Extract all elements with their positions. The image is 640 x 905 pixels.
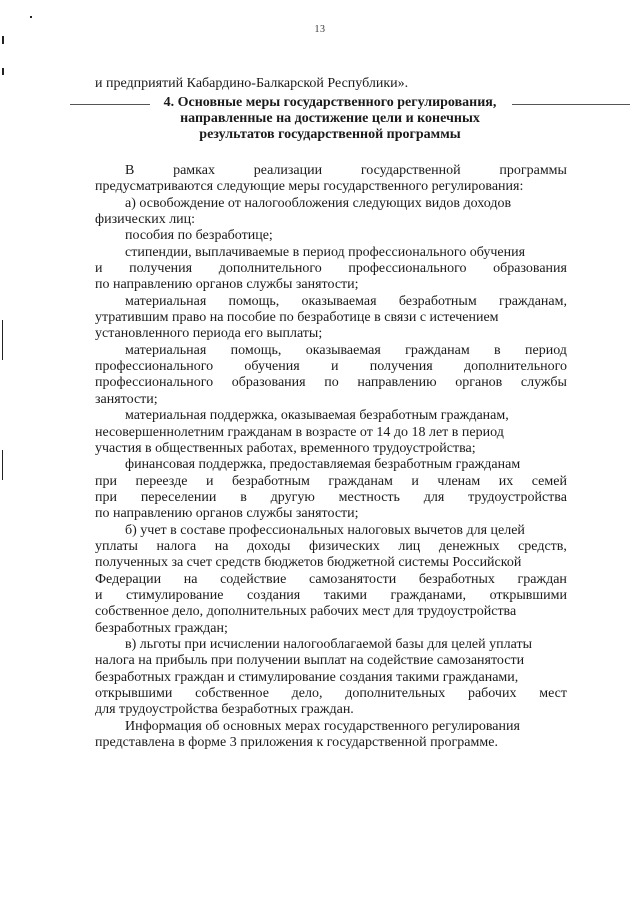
word: переселении — [140, 489, 217, 505]
word: дополнительного — [218, 261, 322, 277]
word: Федерации — [95, 571, 162, 587]
text-line — [95, 310, 567, 326]
word: рамках — [173, 163, 215, 178]
text-line — [95, 228, 567, 244]
word: профессионального — [95, 359, 214, 375]
word: создания — [246, 587, 301, 603]
word: собственное — [195, 686, 269, 701]
word: реализации — [253, 163, 323, 178]
word: такими — [323, 587, 367, 603]
text-line — [95, 245, 567, 261]
word: материальная — [125, 293, 207, 309]
word: государственной — [360, 163, 461, 178]
word: безработных — [418, 571, 495, 587]
word: оказываемая — [301, 293, 377, 309]
word: В — [125, 163, 135, 178]
word: обучения — [244, 359, 300, 375]
line-text: несовершеннолетним гражданам в возрасте от 14 до 18 лет в период — [95, 424, 504, 440]
text-line — [95, 408, 567, 424]
text-line — [95, 212, 567, 228]
word: в — [240, 489, 247, 505]
word: на — [214, 538, 229, 554]
text-line — [95, 474, 567, 490]
text-line — [95, 506, 567, 522]
word: уплаты — [95, 538, 138, 554]
text-line — [95, 637, 567, 653]
scan-mark — [2, 36, 4, 44]
text-line — [95, 294, 567, 310]
text-line — [95, 490, 567, 506]
text-line — [95, 196, 567, 212]
word: безработным — [398, 293, 477, 309]
word: стимулирование — [126, 587, 224, 603]
word: органов — [455, 375, 503, 391]
word: гражданам — [328, 473, 393, 489]
word: по — [324, 375, 339, 391]
text-line — [95, 425, 567, 441]
word: физических — [309, 538, 380, 554]
text-line — [95, 163, 567, 179]
word: налога — [156, 538, 197, 554]
word: профессионального — [95, 375, 214, 391]
word: и — [411, 473, 419, 489]
word: и — [95, 261, 103, 277]
word: денежных — [438, 538, 500, 554]
text-line — [95, 621, 567, 637]
line-text: утратившим право на пособие по безработице в связи с истечением — [95, 310, 499, 326]
word: и — [205, 473, 214, 489]
text-line — [95, 457, 567, 473]
word: получения — [369, 359, 433, 375]
text-line — [95, 653, 567, 669]
line-text: по направлению органов службы занятости; — [95, 506, 359, 522]
body-text — [95, 163, 567, 751]
text-line — [95, 343, 567, 359]
text-line — [95, 523, 567, 539]
scan-mark — [2, 320, 3, 360]
text-line — [95, 555, 567, 571]
word: для — [423, 489, 445, 505]
word: самозанятости — [308, 571, 397, 587]
word: граждан — [517, 571, 567, 587]
scan-mark — [2, 450, 3, 480]
text-line — [95, 359, 567, 375]
line-text: для трудоустройства безработных граждан. — [95, 702, 354, 718]
word: помощь, — [230, 342, 282, 358]
word: гражданами, — [390, 587, 467, 603]
word: другую — [270, 489, 315, 505]
text-line — [95, 719, 567, 735]
text-line — [95, 277, 567, 293]
heading-line: 4. Основные меры государственного регулирования, — [163, 95, 497, 110]
word: образования — [493, 261, 567, 277]
scan-mark — [2, 68, 4, 75]
word: гражданам, — [498, 293, 567, 309]
line-text: в) льготы при исчислении налогооблагаемой базы для целей уплаты — [125, 636, 532, 652]
text-line — [95, 588, 567, 604]
line-text: полученных за счет средств бюджетов бюджетной системы Российской — [95, 555, 522, 571]
word: образования — [231, 375, 306, 391]
word: дело, — [291, 686, 323, 701]
word: доходы — [247, 538, 291, 554]
text-line — [95, 539, 567, 555]
heading-line: результатов государственной программы — [199, 127, 461, 142]
word: семей — [531, 473, 567, 489]
word: оказываемая — [305, 342, 381, 358]
line-text: стипендии, выплачиваемые в период профессионального обучения — [125, 244, 526, 260]
word: мест — [539, 686, 567, 701]
word: членам — [437, 473, 481, 489]
line-text: налога на прибыль при получении выплат на содействие самозанятости — [95, 653, 525, 669]
line-text: а) освобождение от налогообложения следующих видов доходов — [125, 195, 512, 211]
heading-line: направленные на достижение цели и конечных — [180, 111, 480, 126]
line-text: установленного периода его выплаты; — [95, 326, 323, 342]
word: трудоустройства — [468, 489, 567, 505]
word: дополнительных — [345, 686, 446, 701]
word: на — [183, 571, 198, 587]
word: и — [95, 587, 103, 603]
scan-mark — [30, 16, 32, 18]
word: средств, — [518, 538, 567, 554]
word: местность — [338, 489, 400, 505]
word: при — [95, 489, 117, 505]
line-text: пособия по безработице; — [125, 228, 273, 244]
word: в — [494, 342, 501, 358]
word: содействие — [220, 571, 287, 587]
text-line — [95, 670, 567, 686]
line-text: собственное дело, дополнительных рабочих мест для трудоустройства — [95, 604, 517, 620]
line-text: по направлению органов службы занятости; — [95, 277, 359, 293]
line-text: предусматриваются следующие меры государственного регулирования: — [95, 179, 524, 195]
line-text: материальная поддержка, оказываемая безработным гражданам, — [125, 408, 509, 424]
word: гражданам — [405, 342, 470, 358]
word: направлению — [357, 375, 437, 391]
text-line — [95, 375, 567, 391]
word: и — [330, 359, 339, 375]
word: безработным — [231, 473, 310, 489]
word: профессионального — [348, 261, 467, 277]
line-text: безработных граждан и стимулирование создания такими гражданами, — [95, 669, 519, 685]
text-line — [95, 735, 567, 751]
text-line — [95, 392, 567, 408]
text-line — [95, 604, 567, 620]
page-number: 13 — [314, 24, 326, 35]
line-text: безработных граждан; — [95, 620, 228, 636]
word: период — [525, 342, 567, 358]
text-line — [95, 572, 567, 588]
word: программы — [499, 163, 567, 178]
section-heading — [95, 95, 565, 143]
word: дополнительного — [463, 359, 567, 375]
line-text: Информация об основных мерах государственного регулирования — [125, 718, 520, 734]
text-line — [95, 261, 567, 277]
text-line — [95, 702, 567, 718]
word: лиц — [398, 538, 421, 554]
text-line — [95, 326, 567, 342]
text-line — [95, 686, 567, 702]
intro-line: и предприятий Кабардино-Балкарской Республики». — [95, 76, 409, 91]
word: службы — [520, 375, 567, 391]
word: получения — [129, 261, 193, 277]
line-text: физических лиц: — [95, 212, 196, 228]
word: открывшими — [489, 587, 567, 603]
word: переезде — [135, 473, 188, 489]
word: открывшими — [95, 686, 173, 701]
word: помощь, — [228, 293, 280, 309]
text-line — [95, 179, 567, 195]
word: рабочих — [467, 686, 517, 701]
word: при — [95, 473, 117, 489]
line-text: б) учет в составе профессиональных налоговых вычетов для целей — [125, 522, 525, 538]
word: материальная — [125, 342, 207, 358]
word: их — [498, 473, 514, 489]
line-text: представлена в форме 3 приложения к государственной программе. — [95, 735, 498, 751]
line-text: участия в общественных работах, временного трудоустройства; — [95, 440, 476, 456]
text-line — [95, 441, 567, 457]
line-text: занятости; — [95, 391, 158, 407]
line-text: финансовая поддержка, предоставляемая безработным гражданам — [125, 457, 521, 473]
